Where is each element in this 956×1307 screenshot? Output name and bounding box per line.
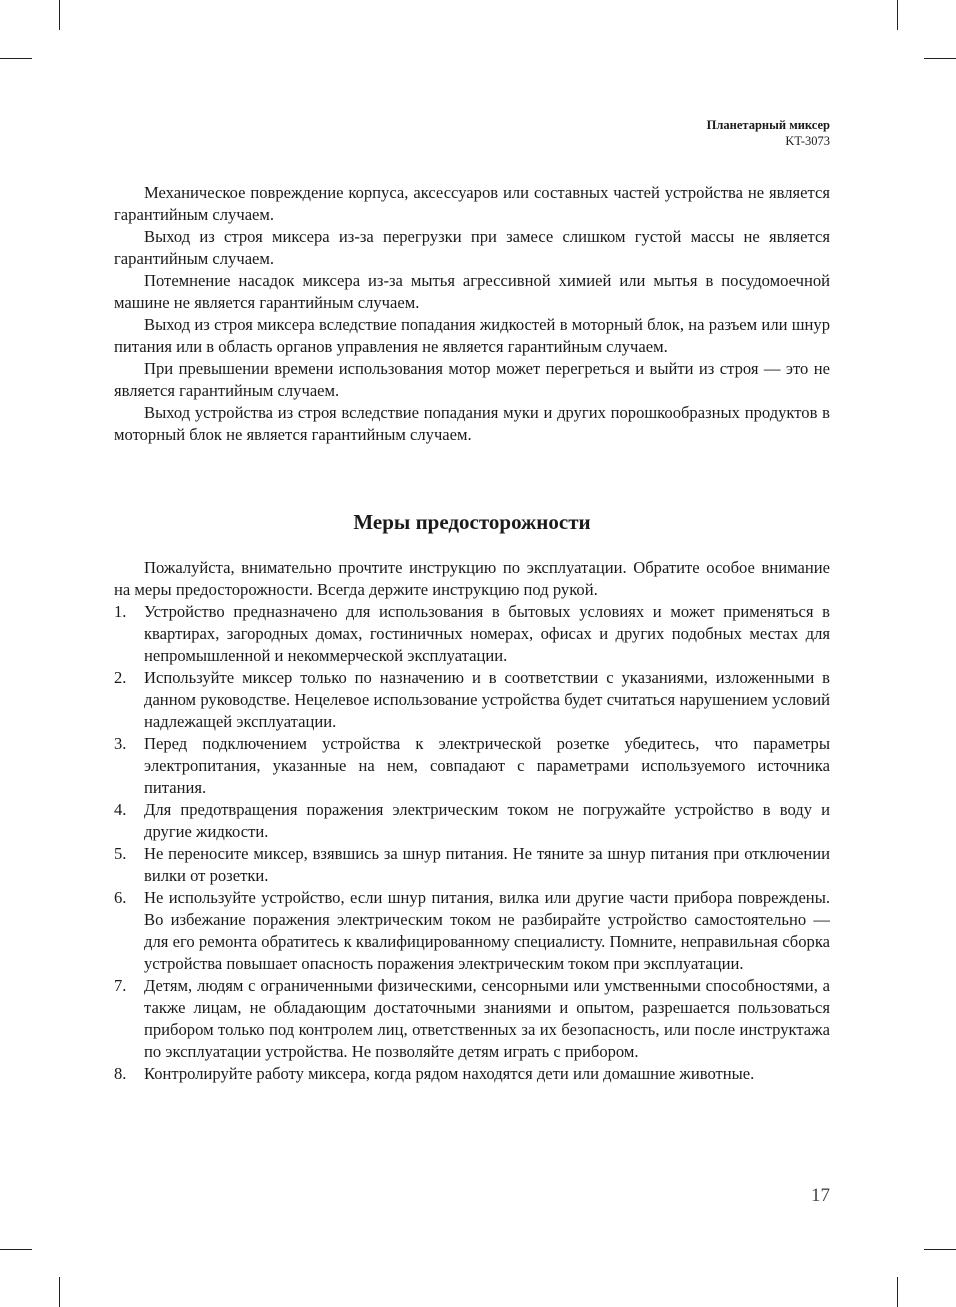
list-item — [114, 799, 830, 843]
section-title: Меры предосторожности — [353, 510, 591, 534]
list-item — [114, 975, 830, 1063]
running-header — [707, 117, 830, 149]
item-text: Перед подключением устройства к электрической розетке убедитесь, что параметры электропитания, указанные на нем, совпадают с параметрами используемого источника питания. — [144, 734, 830, 797]
crop-mark — [897, 1277, 898, 1307]
warranty-section — [114, 182, 830, 446]
item-number: 6. — [114, 888, 127, 907]
crop-mark — [0, 1249, 32, 1250]
warranty-paragraph: Механическое повреждение корпуса, аксессуаров или составных частей устройства не является гарантийным случаем. — [114, 183, 830, 224]
warranty-paragraph: Выход из строя миксера из-за перегрузки при замесе слишком густой массы не является гарантийным случаем. — [114, 227, 830, 268]
item-number: 5. — [114, 844, 127, 863]
item-text: Не используйте устройство, если шнур питания, вилка или другие части прибора повреждены. Во избежание поражения электрическим током не разбирайте устройство самостоятельно — для его ремонта обратитесь к квалифицированному специалисту. Помните, неправильная сборка устройства повышает опасность поражения электрическим током при эксплуатации. — [144, 888, 830, 973]
safety-list — [114, 601, 830, 1085]
safety-intro: Пожалуйста, внимательно прочтите инструкцию по эксплуатации. Обратите особое внимание на меры предосторожности. Всегда держите инструкцию под рукой. — [114, 558, 830, 599]
item-text: Для предотвращения поражения электрическим током не погружайте устройство в воду и другие жидкости. — [144, 800, 830, 841]
item-number: 1. — [114, 602, 127, 621]
page-content — [114, 182, 830, 1085]
crop-mark — [59, 1277, 60, 1307]
item-number: 4. — [114, 800, 127, 819]
crop-mark — [59, 0, 60, 30]
crop-mark — [924, 1249, 956, 1250]
item-text: Не переносите миксер, взявшись за шнур питания. Не тяните за шнур питания при отключении вилки от розетки. — [144, 844, 830, 885]
item-number: 8. — [114, 1064, 127, 1083]
list-item — [114, 733, 830, 799]
crop-mark — [0, 58, 32, 59]
crop-mark — [897, 0, 898, 30]
page-number: 17 — [811, 1185, 830, 1206]
model-title: Планетарный миксер — [706, 118, 830, 132]
list-item — [114, 601, 830, 667]
model-code: KT-3073 — [785, 134, 830, 148]
item-number: 3. — [114, 734, 127, 753]
warranty-paragraph: Потемнение насадок миксера из-за мытья агрессивной химией или мытья в посудомоечной машине не является гарантийным случаем. — [114, 271, 830, 312]
crop-mark — [924, 58, 956, 59]
item-text: Устройство предназначено для использования в бытовых условиях и может применяться в квартирах, загородных домах, гостиничных номерах, офисах и других подобных местах для непромышленной и некоммерческой эксплуатации. — [144, 602, 830, 665]
list-item — [114, 887, 830, 975]
item-number: 2. — [114, 668, 127, 687]
list-item — [114, 1063, 830, 1085]
warranty-paragraph: При превышении времени использования мотор может перегреться и выйти из строя — это не является гарантийным случаем. — [114, 359, 830, 400]
warranty-paragraph: Выход из строя миксера вследствие попадания жидкостей в моторный блок, на разъем или шнур питания или в область органов управления не является гарантийным случаем. — [114, 315, 830, 356]
warranty-paragraph: Выход устройства из строя вследствие попадания муки и других порошкообразных продуктов в моторный блок не является гарантийным случаем. — [114, 403, 830, 444]
safety-section — [114, 557, 830, 1085]
item-text: Используйте миксер только по назначению и в соответствии с указаниями, изложенными в данном руководстве. Нецелевое использование устройства будет считаться нарушением условий надлежащей эксплуатации. — [144, 668, 830, 731]
list-item — [114, 843, 830, 887]
item-text: Детям, людям с ограниченными физическими, сенсорными или умственными способностями, а также лицам, не обладающим достаточными знаниями и опытом, разрешается пользоваться прибором только под контролем лиц, ответственных за их безопасность, или после инструктажа по эксплуатации устройства. Не позволяйте детям играть с прибором. — [144, 976, 830, 1061]
item-number: 7. — [114, 976, 127, 995]
item-text: Контролируйте работу миксера, когда рядом находятся дети или домашние животные. — [144, 1064, 755, 1083]
list-item — [114, 667, 830, 733]
